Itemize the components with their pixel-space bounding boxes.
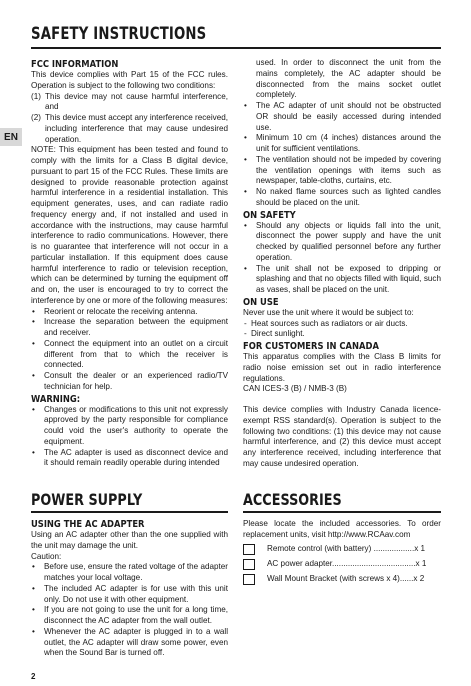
list-item: • The unit shall not be exposed to dripping or splashing and that no objects filled with liquid, such as vases, shall be placed on the unit. [243, 264, 441, 296]
list-item: • The included AC adapter is for use with this unit only. Do not use it with other equipment. [31, 584, 228, 606]
spacer [243, 395, 441, 405]
list-item: • The AC adapter of unit should not be obstructed OR should be easily accessed during intended use. [243, 101, 441, 133]
list-item: - Direct sunlight. [243, 329, 441, 340]
list-item [31, 113, 228, 145]
list-item [31, 92, 228, 114]
right-column [243, 58, 441, 470]
condition-number: (2) [31, 113, 41, 122]
condition-text: This device may not cause harmful interference, and [45, 91, 228, 112]
left-column [31, 58, 228, 469]
fcc-measures [31, 307, 228, 393]
ac-adapter-heading: USING THE AC ADAPTER [31, 519, 145, 530]
list-item: • Before use, ensure the rated voltage of the adapter matches your local voltage. [31, 562, 228, 584]
condition-text: This device must accept any interference received, including interference that may cause undesired operation. [45, 113, 228, 144]
fcc-note: NOTE: This equipment has been tested and found to comply with the limits for a Class B digital device, pursuant to part 15 of the FCC Rules. These limits are designed to provide reasonable protection against harmful interference in a residential installation. This equipment generates, uses, and can radiate radio frequency energy and, if not installed and used in accordance with the instructions, may cause harmful interference to radio communications. However, there is no guarantee that interference will not occur in a particular installation. If this equipment does cause harmful interference to radio or television reception, which can be determined by turning the equipment off and on, the user is encouraged to try to correct the interference by one or more of the following measures: [31, 145, 228, 305]
warning-list-continued [243, 101, 441, 209]
condition-number: (1) [31, 91, 41, 101]
list-item: • Increase the separation between the equipment and receiver. [31, 317, 228, 339]
accessories-intro: Please locate the included accessories. To order replacement units, visit http://www.RCAav.com [243, 519, 441, 539]
accessory-label: AC power adapter.....................................x 1 [267, 558, 427, 568]
on-safety-list [243, 221, 441, 296]
list-item: • The ventilation should not be impeded by covering the ventilation openings with items such as newspaper, table-cloths, curtains, etc. [243, 155, 441, 187]
list-item: - Heat sources such as radiators or air ducts. [243, 319, 441, 330]
checkbox-icon [243, 544, 255, 555]
on-use-intro: Never use the unit where it would be subject to: [243, 307, 414, 317]
power-intro: Using an AC adapter other than the one supplied with the unit may damage the unit. [31, 530, 228, 550]
on-use-list [243, 319, 441, 341]
list-item: • Minimum 10 cm (4 inches) distances around the unit for sufficient ventilations. [243, 133, 441, 155]
section-underline [243, 511, 441, 513]
page-title: SAFETY INSTRUCTIONS [31, 24, 207, 44]
warning-heading: WARNING: [31, 393, 81, 405]
language-tab: EN [0, 128, 22, 146]
accessory-label: Remote control (with battery) ..................x 1 [267, 543, 426, 553]
list-item: • No naked flame sources such as lighted candles should be placed on the unit. [243, 187, 441, 209]
on-safety-heading: ON SAFETY [243, 209, 296, 221]
accessories-section [243, 490, 441, 589]
list-item [243, 574, 441, 585]
on-use-heading: ON USE [243, 296, 279, 308]
fcc-heading: FCC INFORMATION [31, 59, 119, 70]
list-item: • Should any objects or liquids fall into the unit, disconnect the power supply and have the unit checked by qualified personnel before any further operation. [243, 221, 441, 264]
warning-continuation: used. In order to disconnect the unit from the mains completely, the AC adapter should be disconnected from the mains socket outlet completely. [256, 58, 441, 100]
list-item: • The AC adapter is used as disconnect device and it should remain readily operable during intended [31, 448, 228, 470]
section-underline [31, 511, 228, 513]
warning-list [31, 405, 228, 470]
power-supply-title: POWER SUPPLY [31, 490, 143, 509]
list-item: • Connect the equipment into an outlet on a circuit different from that to which the receiver is connected. [31, 339, 228, 371]
caution-label: Caution: [31, 551, 62, 561]
canada-paragraph: This device complies with Industry Canada licence-exempt RSS standard(s). Operation is subject to the following two conditions: (1) this device may not cause harmful interference, and (2) this device must accept any interference received, including interference that may cause undesired operation. [243, 405, 441, 468]
list-item: • Consult the dealer or an experienced radio/TV technician for help. [31, 371, 228, 393]
checkbox-icon [243, 574, 255, 585]
fcc-intro: This device complies with Part 15 of the FCC rules. Operation is subject to the following two conditions: [31, 70, 228, 90]
checkbox-icon [243, 559, 255, 570]
list-item: • Changes or modifications to this unit not expressly approved by the party responsible for compliance could void the user's authority to operate the equipment. [31, 405, 228, 448]
canada-code: CAN ICES-3 (B) / NMB-3 (B) [243, 384, 347, 394]
list-item: • Whenever the AC adapter is plugged in to a wall outlet, the AC adapter will draw some power, even when the Sound Bar is turned off. [31, 627, 228, 659]
list-item: • Reorient or relocate the receiving antenna. [31, 307, 228, 318]
power-list [31, 562, 228, 659]
fcc-conditions [31, 92, 228, 146]
canada-heading: FOR CUSTOMERS IN CANADA [243, 341, 379, 352]
accessories-title: ACCESSORIES [243, 490, 342, 509]
accessory-label: Wall Mount Bracket (with screws x 4)......x 2 [267, 573, 425, 583]
canada-paragraph: This apparatus complies with the Class B limits for radio noise emission set out in radio interference regulations. [243, 352, 441, 383]
page-number: 2 [31, 672, 36, 681]
power-supply-section [31, 490, 228, 659]
title-underline [31, 47, 441, 49]
list-item [243, 544, 441, 555]
list-item: • If you are not going to use the unit for a long time, disconnect the AC adapter from the wall outlet. [31, 605, 228, 627]
list-item [243, 559, 441, 570]
